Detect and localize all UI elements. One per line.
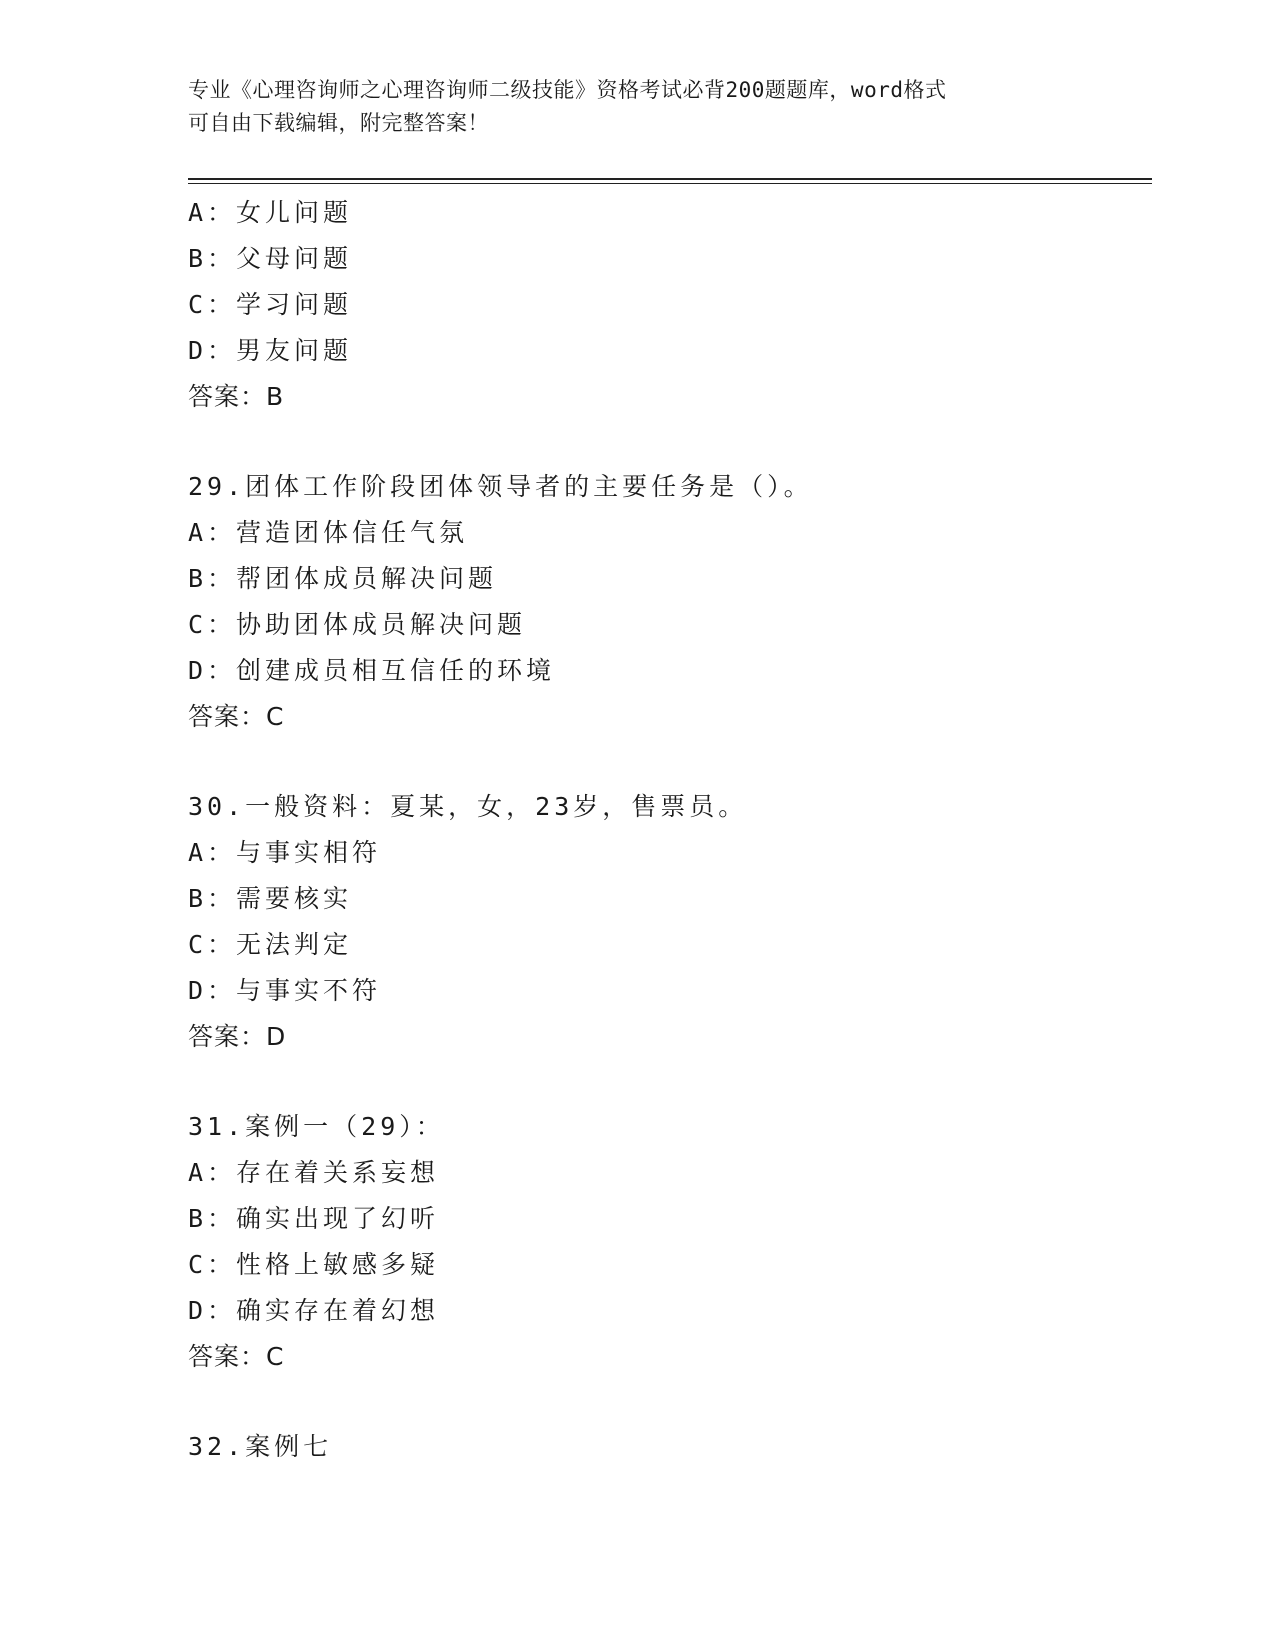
document-header (188, 74, 1088, 140)
option-d: D：与事实不符 (188, 976, 382, 1005)
question-30 (188, 784, 1152, 1060)
option-c: C：学习问题 (188, 290, 353, 319)
answer-line: 答案：D (188, 1022, 287, 1051)
option-d: D：创建成员相互信任的环境 (188, 656, 556, 685)
option-b: B：帮团体成员解决问题 (188, 564, 498, 593)
spacer (188, 1380, 1152, 1424)
option-a: A：营造团体信任气氛 (188, 518, 469, 547)
question-text: 30.一般资料：夏某，女，23岁，售票员。 (188, 792, 748, 821)
spacer (188, 1060, 1152, 1104)
question-28 (188, 190, 1152, 420)
option-a: A：与事实相符 (188, 838, 382, 867)
header-line-2: 可自由下载编辑，附完整答案！ (188, 111, 489, 135)
option-c: C：无法判定 (188, 930, 353, 959)
header-divider (188, 178, 1152, 184)
question-32 (188, 1424, 1152, 1470)
option-b: B：父母问题 (188, 244, 353, 273)
option-b: B：需要核实 (188, 884, 353, 913)
answer-line: 答案：B (188, 382, 285, 411)
question-31 (188, 1104, 1152, 1380)
question-text: 31.案例一（29）： (188, 1112, 445, 1141)
question-list (188, 190, 1152, 1470)
header-line-1: 专业《心理咨询师之心理咨询师二级技能》资格考试必背200题题库，word格式 (188, 78, 947, 102)
option-d: D：男友问题 (188, 336, 353, 365)
option-a: A：存在着关系妄想 (188, 1158, 440, 1187)
spacer (188, 740, 1152, 784)
question-29 (188, 464, 1152, 740)
answer-line: 答案：C (188, 1342, 285, 1371)
option-c: C：协助团体成员解决问题 (188, 610, 527, 639)
option-a: A：女儿问题 (188, 198, 353, 227)
question-text: 29.团体工作阶段团体领导者的主要任务是（）。 (188, 472, 813, 501)
answer-line: 答案：C (188, 702, 285, 731)
option-b: B：确实出现了幻听 (188, 1204, 440, 1233)
question-text: 32.案例七 (188, 1432, 333, 1461)
option-c: C：性格上敏感多疑 (188, 1250, 440, 1279)
spacer (188, 420, 1152, 464)
option-d: D：确实存在着幻想 (188, 1296, 440, 1325)
